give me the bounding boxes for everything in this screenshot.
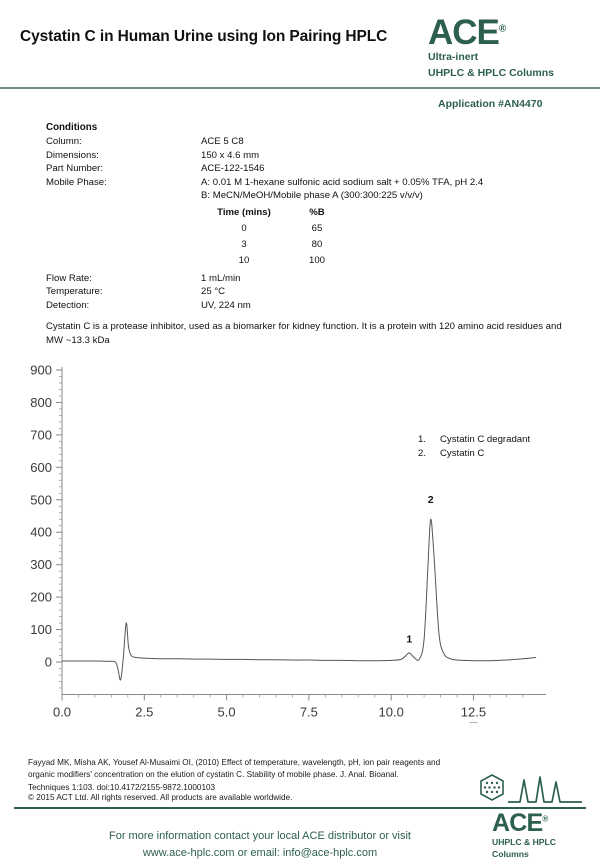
ace-wordmark-footer-text: ACE	[492, 809, 543, 837]
legend-item	[418, 447, 530, 461]
condition-value: ACE 5 C8	[201, 136, 244, 147]
condition-value: ACE-122-1546	[201, 163, 265, 175]
condition-value: 1 mL/min	[201, 272, 241, 284]
gradient-table-header-row	[201, 207, 347, 221]
ace-wordmark	[428, 13, 507, 52]
condition-label: Temperature:	[46, 286, 103, 298]
table-row	[201, 237, 347, 253]
condition-label: Dimensions:	[46, 149, 99, 161]
svg-text:5.0: 5.0	[217, 704, 236, 720]
page-title: Cystatin C in Human Urine using Ion Pairing HPLC	[20, 28, 388, 45]
svg-text:1: 1	[406, 633, 413, 646]
svg-text:2: 2	[427, 494, 434, 507]
contact-line-1: For more information contact your local ACE distributor or visit	[108, 830, 411, 842]
ace-wordmark-footer	[492, 809, 597, 837]
condition-row	[46, 149, 576, 163]
svg-text:0.0: 0.0	[52, 704, 72, 720]
ace-chromatogram-brand-icon	[478, 772, 586, 806]
ace-tagline-line2: UHPLC & HPLC Columns	[428, 67, 554, 80]
table-row	[201, 221, 347, 237]
gradient-cell-time: 0	[241, 223, 247, 235]
svg-text:800: 800	[30, 394, 52, 410]
condition-row	[46, 162, 576, 176]
conditions-section	[46, 122, 576, 313]
legend-number: 2.	[418, 448, 427, 460]
svg-text:12.5: 12.5	[460, 704, 487, 720]
svg-text:700: 700	[30, 427, 52, 443]
citation-line-2: organic modifiers' concentration on the elution of cystatin C. Stability of mobile phase. J. Anal. Bioanal.	[28, 770, 399, 780]
ace-logo-footer	[492, 809, 597, 860]
gradient-header-percent-b: %B	[309, 207, 325, 219]
condition-row	[46, 272, 576, 286]
citation-text	[28, 757, 483, 794]
svg-text:300: 300	[30, 557, 52, 573]
svg-text:600: 600	[30, 459, 52, 475]
gradient-cell-time: 10	[238, 254, 250, 266]
condition-value: UV, 224 nm	[201, 299, 251, 311]
svg-text:7.5: 7.5	[299, 704, 318, 720]
chromatogram-chart	[0, 355, 600, 730]
legend-label: Cystatin C	[440, 448, 485, 460]
gradient-table	[201, 207, 347, 269]
ace-footer-tagline-1: UHPLC & HPLC	[492, 836, 556, 847]
condition-row	[46, 299, 576, 313]
condition-label: Part Number:	[46, 163, 104, 175]
svg-text:0: 0	[44, 654, 52, 670]
svg-text:400: 400	[30, 524, 52, 540]
description-paragraph: Cystatin C is a protease inhibitor, used as a biomarker for kidney function. It is a protein with 120 amino acid residues and MW ~13.3 kDa	[46, 321, 562, 347]
svg-text:500: 500	[30, 492, 52, 508]
citation-line-1: Fayyad MK, Misha AK, Yousef Al-Musaimi OI, (2010) Effect of temperature, wavelength, pH, ion pair reagents and	[28, 758, 441, 767]
mobile-phase-b-value: B: MeCN/MeOH/Mobile phase A (300:300:225 v/v/v)	[201, 190, 423, 202]
svg-text:100: 100	[30, 622, 52, 638]
condition-label: Detection:	[46, 299, 90, 311]
condition-value: 25 °C	[201, 286, 226, 298]
condition-value: 150 x 4.6 mm	[201, 149, 260, 161]
conditions-heading: Conditions	[46, 122, 98, 133]
gradient-header-time: Time (mins)	[217, 207, 271, 219]
application-number: Application #AN4470	[438, 98, 543, 110]
condition-value: A: 0.01 M 1-hexane sulfonic acid sodium salt + 0.05% TFA, pH 2.4	[201, 176, 484, 188]
gradient-cell-b: 100	[308, 254, 325, 266]
svg-text:10.0: 10.0	[378, 704, 404, 720]
gradient-cell-b: 65	[311, 223, 323, 235]
svg-text:2.5: 2.5	[135, 704, 154, 720]
ace-footer-tagline-2: Columns	[492, 848, 529, 859]
header-divider	[0, 87, 600, 89]
citation-line-3: Techniques 1:103. doi:10.4172/2155-9872.1000103	[28, 782, 216, 792]
conditions-rows-after	[46, 272, 576, 313]
condition-label: Flow Rate:	[46, 272, 92, 284]
condition-row	[46, 176, 576, 190]
ace-logo	[428, 13, 593, 81]
table-row	[201, 253, 347, 269]
gradient-cell-time: 3	[241, 238, 247, 250]
ace-wordmark-text: ACE	[428, 13, 499, 52]
gradient-cell-b: 80	[311, 238, 323, 250]
svg-text:200: 200	[30, 589, 52, 605]
footer-contact	[60, 828, 460, 861]
condition-row	[46, 285, 576, 299]
condition-label: Mobile Phase:	[46, 176, 107, 188]
contact-line-2: www.ace-hplc.com or email: info@ace-hplc.com	[142, 846, 378, 859]
legend-label: Cystatin C degradant	[440, 434, 531, 445]
legend-number: 1.	[418, 434, 427, 445]
registered-trademark-icon: ®	[542, 814, 548, 824]
chromatogram-svg	[0, 355, 600, 730]
registered-trademark-icon: ®	[498, 23, 507, 35]
document-header	[0, 0, 600, 90]
svg-text:900: 900	[30, 362, 52, 378]
condition-row	[46, 135, 576, 149]
copyright-text: © 2015 ACT Ltd. All rights reserved. All products are available worldwide.	[28, 793, 293, 802]
condition-label: Column:	[46, 136, 82, 147]
chart-legend	[418, 433, 530, 462]
legend-item	[418, 433, 530, 447]
ace-tagline-line1: Ultra-inert	[428, 51, 479, 64]
